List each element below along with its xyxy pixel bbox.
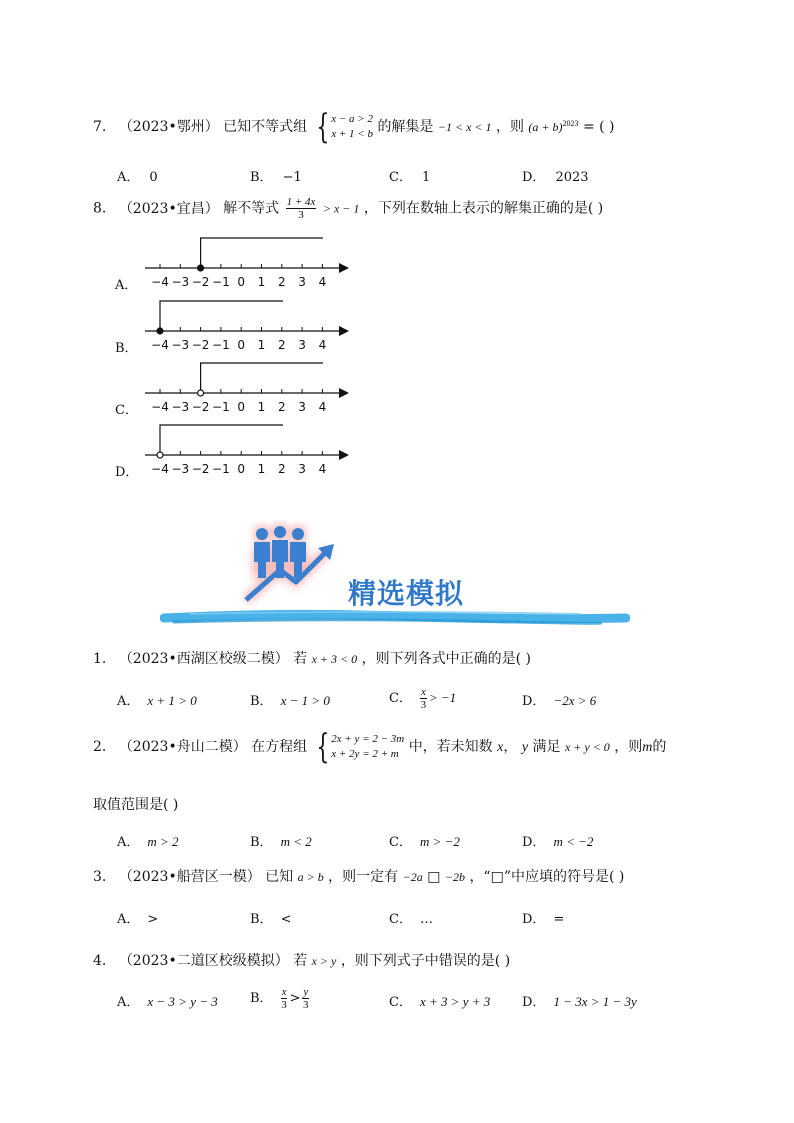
question-2 <box>93 727 667 767</box>
question-source: （2023•舟山二模） <box>118 739 247 755</box>
solution-ray <box>201 363 323 393</box>
option-d[interactable] <box>522 690 596 709</box>
question-source: （2023•西湖区校级二模） <box>118 651 289 667</box>
question-number: 3. <box>93 869 107 885</box>
option-letter: C． <box>389 691 412 706</box>
tick-label: 3 <box>298 462 306 476</box>
axis-arrow-icon <box>339 326 349 336</box>
option-text: x − 3 > y − 3 <box>147 994 218 1009</box>
tick-label: 0 <box>237 462 246 476</box>
option-a[interactable] <box>117 991 218 1010</box>
system-line-2: x + 2y = 2 + m <box>331 748 399 760</box>
option-letter: C． <box>389 995 412 1010</box>
people-growth-icon <box>240 520 350 610</box>
closed-endpoint <box>157 328 163 334</box>
fraction-denominator: 3 <box>281 999 287 1011</box>
option-letter: A． <box>117 835 140 850</box>
variable-x: x <box>497 740 504 755</box>
question-number: 8. <box>93 200 107 217</box>
option-b[interactable] <box>250 908 291 927</box>
question-text: 的解集是 <box>377 119 434 135</box>
axis-arrow-icon <box>339 263 349 273</box>
question-text: ，则一定有 <box>328 869 399 885</box>
option-text: 0 <box>149 170 158 185</box>
option-b[interactable] <box>250 690 330 709</box>
number-line <box>143 355 383 417</box>
tick-label: 2 <box>277 462 286 476</box>
closed-endpoint <box>198 265 204 271</box>
question-text: 的 <box>652 739 667 755</box>
question-text: 中，若未知数 <box>408 739 493 755</box>
option-letter: D． <box>522 995 546 1010</box>
option-d[interactable] <box>522 831 593 850</box>
option-c[interactable] <box>389 831 460 850</box>
question-text: 已知不等式组 <box>223 119 308 135</box>
tick-label: 1 <box>257 400 266 414</box>
option-text: −2x > 6 <box>553 693 597 708</box>
option-text: m > 2 <box>147 834 179 849</box>
fraction-numerator: x <box>420 686 426 698</box>
fraction-denominator: 3 <box>298 209 304 221</box>
option-a[interactable] <box>117 831 179 850</box>
system-line-2: x + 1 < b <box>331 128 373 140</box>
tick-label: −3 <box>171 462 190 476</box>
option-d[interactable] <box>522 908 564 927</box>
solution-range: −1 < x < 1 <box>437 120 492 134</box>
axis-arrow-icon <box>339 388 349 398</box>
tick-label: 1 <box>257 338 266 352</box>
tick-label: −4 <box>151 275 169 289</box>
fraction-numerator: 1 + 4x <box>286 196 316 208</box>
tick-label: −3 <box>171 275 190 289</box>
tick-label: 3 <box>298 338 306 352</box>
question-source: （2023•鄂州） <box>118 119 219 135</box>
question-source: （2023•宜昌） <box>118 200 219 217</box>
question-text: 满足 <box>532 739 561 755</box>
option-c[interactable] <box>389 166 430 185</box>
number-line <box>143 293 383 355</box>
option-b[interactable] <box>250 166 302 185</box>
option-letter: B． <box>115 341 138 356</box>
inequality-rhs: > x − 1 <box>322 201 360 216</box>
option-b[interactable] <box>250 986 311 1011</box>
option-text: … <box>419 912 433 927</box>
banner-title: 精选模拟 <box>348 577 465 610</box>
expression-left: −2a <box>402 870 423 884</box>
tick-label: −1 <box>212 338 230 352</box>
tick-label: 0 <box>237 400 246 414</box>
option-letter: C． <box>389 835 412 850</box>
question-2-line2: 取值范围是( ) <box>93 797 179 813</box>
number-line <box>143 417 383 479</box>
option-letter: D． <box>522 694 546 709</box>
question-text: 在方程组 <box>251 739 308 755</box>
question-number: 1. <box>93 651 107 667</box>
option-letter: D． <box>522 912 546 927</box>
tick-label: −4 <box>151 462 169 476</box>
question-number: 7. <box>93 119 107 135</box>
question-source: （2023•船营区一模） <box>118 869 261 885</box>
brush-stroke-divider <box>160 608 630 632</box>
power-base: (a + b) <box>528 120 563 134</box>
option-text: < <box>280 912 292 927</box>
option-letter: A． <box>117 170 140 185</box>
question-8 <box>93 196 603 221</box>
option-letter: B． <box>250 991 273 1006</box>
option-text: x − 1 > 0 <box>280 693 330 708</box>
tick-label: −3 <box>171 338 190 352</box>
option-text: −1 <box>282 170 302 185</box>
open-endpoint <box>198 390 204 396</box>
question-text: ，则下列各式中正确的是( ) <box>361 651 531 667</box>
option-text: > −1 <box>428 690 457 705</box>
brace-icon: { <box>315 107 329 147</box>
equation-system <box>312 727 405 767</box>
question-1 <box>93 648 531 668</box>
tick-label: 0 <box>237 275 246 289</box>
system-line-1: x − a > 2 <box>331 113 373 125</box>
condition: x + y < 0 <box>564 740 610 754</box>
option-a[interactable] <box>117 166 158 185</box>
solution-ray <box>160 301 283 331</box>
question-4 <box>93 950 510 970</box>
option-c[interactable] <box>389 991 490 1010</box>
fraction <box>302 986 309 1011</box>
fraction <box>420 686 427 711</box>
option-text: m < −2 <box>553 834 594 849</box>
fraction-numerator: y <box>303 986 309 998</box>
tick-label: 3 <box>298 275 306 289</box>
option-letter: B． <box>250 835 273 850</box>
answer-bracket: = ( ) <box>582 119 615 135</box>
option-text: m < 2 <box>280 834 312 849</box>
option-a[interactable] <box>117 690 197 709</box>
option-letter: B． <box>250 170 273 185</box>
option-text: > <box>147 912 159 927</box>
tick-label: 1 <box>257 462 266 476</box>
option-a[interactable] <box>117 908 158 927</box>
question-text: 若 <box>293 953 308 969</box>
fraction-denominator: 3 <box>420 699 427 711</box>
tick-label: −2 <box>191 275 210 289</box>
question-text: ，则 <box>495 119 524 135</box>
condition: x + 3 < 0 <box>311 652 358 666</box>
option-letter: A． <box>117 912 140 927</box>
tick-label: −3 <box>171 400 190 414</box>
tick-label: 3 <box>298 400 306 414</box>
power-expression <box>528 120 578 134</box>
question-text: ， <box>503 739 518 755</box>
option-d[interactable] <box>522 166 589 185</box>
option-b[interactable] <box>250 831 312 850</box>
option-letter: D． <box>522 170 546 185</box>
tick-label: −4 <box>151 400 169 414</box>
tick-label: −1 <box>212 275 230 289</box>
tick-label: 2 <box>277 275 286 289</box>
fraction <box>281 986 288 1011</box>
question-text: ，下列在数轴上表示的解集正确的是( ) <box>363 200 604 217</box>
tick-label: 1 <box>257 275 266 289</box>
tick-label: −1 <box>212 462 230 476</box>
variable-y: y <box>521 740 529 755</box>
option-letter: A． <box>115 278 138 293</box>
question-text: 解不等式 <box>223 200 280 217</box>
variable-m: m <box>642 740 653 755</box>
solution-ray <box>160 425 283 455</box>
fraction-denominator: 3 <box>303 999 309 1011</box>
option-text: m > −2 <box>419 834 460 849</box>
section-banner <box>160 520 630 635</box>
tick-label: −1 <box>212 400 230 414</box>
expression-right: −2b <box>444 870 465 884</box>
option-letter: C． <box>389 912 412 927</box>
tick-label: −2 <box>191 338 210 352</box>
fraction <box>286 196 317 221</box>
option-text: x + 1 > 0 <box>147 693 197 708</box>
tick-label: 4 <box>318 462 327 476</box>
system-line-1: 2x + y = 2 − 3m <box>331 733 405 745</box>
tick-label: 4 <box>318 400 327 414</box>
question-text: ，则下列式子中错误的是( ) <box>340 953 511 969</box>
solution-ray <box>201 238 323 268</box>
tick-label: 0 <box>237 338 246 352</box>
number-line <box>143 230 383 292</box>
q4-options <box>117 986 657 1016</box>
option-letter: A． <box>117 995 140 1010</box>
option-text: 2023 <box>555 170 589 185</box>
question-7 <box>93 107 615 147</box>
option-letter: D． <box>115 465 139 480</box>
condition: a > b <box>297 870 324 884</box>
option-letter: B． <box>250 694 273 709</box>
question-text: ，“□”中应填的符号是( ) <box>469 869 625 885</box>
question-source: （2023•二道区校级模拟） <box>118 953 289 969</box>
question-number: 4. <box>93 953 107 969</box>
option-operator: > <box>289 991 301 1006</box>
question-text: 若 <box>293 651 308 667</box>
option-text: = <box>553 912 565 927</box>
option-text: 1 − 3x > 1 − 3y <box>553 994 637 1009</box>
condition: x > y <box>311 954 337 968</box>
tick-label: −2 <box>191 462 210 476</box>
question-text: ，则 <box>614 739 643 755</box>
option-text: x + 3 > y + 3 <box>419 994 491 1009</box>
tick-label: −4 <box>151 338 169 352</box>
option-d[interactable] <box>522 991 637 1010</box>
axis-arrow-icon <box>339 450 349 460</box>
option-c[interactable] <box>389 686 456 711</box>
question-3 <box>93 866 624 886</box>
brace-icon: { <box>315 727 329 767</box>
tick-label: 2 <box>277 338 286 352</box>
tick-label: 2 <box>277 400 286 414</box>
q1-options <box>117 686 637 716</box>
power-exponent: 2023 <box>562 119 579 128</box>
question-text: 已知 <box>265 869 294 885</box>
option-letter: D． <box>522 835 546 850</box>
option-letter: C． <box>389 170 412 185</box>
option-text: 1 <box>421 170 431 185</box>
inequality-system <box>312 107 373 147</box>
fraction-numerator: x <box>281 986 287 998</box>
blank-box: □ <box>427 869 441 885</box>
question-number: 2. <box>93 739 107 755</box>
option-letter: B． <box>250 912 273 927</box>
option-c[interactable] <box>389 908 433 927</box>
tick-label: −2 <box>191 400 210 414</box>
option-letter: C． <box>115 403 138 418</box>
option-letter: A． <box>117 694 140 709</box>
tick-label: 4 <box>318 338 327 352</box>
open-endpoint <box>157 452 163 458</box>
tick-label: 4 <box>318 275 327 289</box>
